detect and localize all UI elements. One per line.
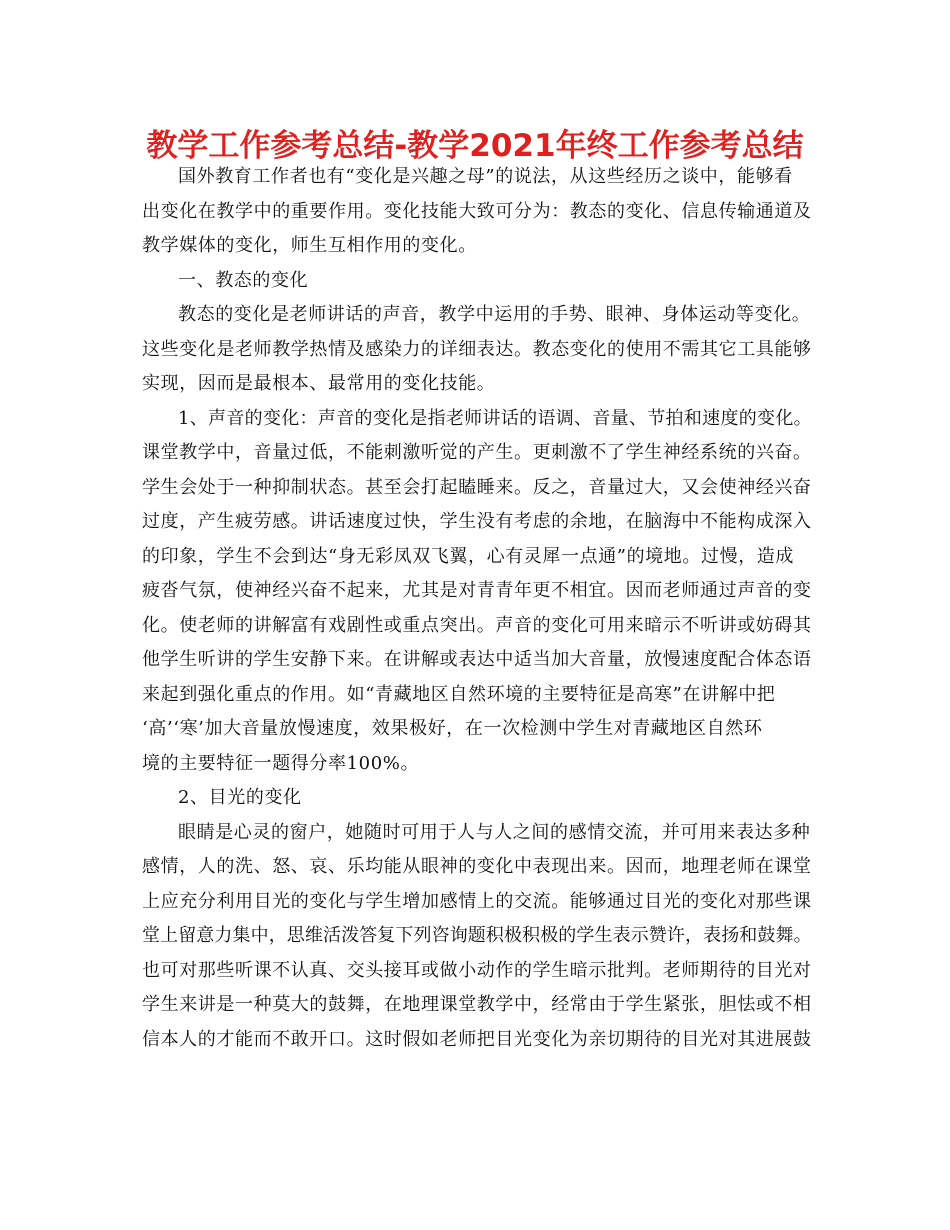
paragraph-line: 也可对那些听课不认真、交头接耳或做小动作的学生暗示批判。老师期待的目光对 [142, 959, 812, 981]
section-heading: 2、目光的变化 [178, 787, 302, 808]
document-title: 教学工作参考总结-教学2021年终工作参考总结 [146, 128, 804, 164]
paragraph-line: 国外教育工作者也有“变化是兴趣之母”的说法，从这些经历之谈中，能够看 [178, 166, 793, 187]
paragraph-line: 学生会处于一种抑制状态。甚至会打起瞌睡来。反之，音量过大，又会使神经兴奋 [142, 476, 812, 498]
paragraph-line: 境的主要特征一题得分率100%。 [142, 752, 420, 774]
paragraph-line: 教态的变化是老师讲话的声音，教学中运用的手势、眼神、身体运动等变化。 [178, 304, 811, 325]
paragraph-line: 1、声音的变化：声音的变化是指老师讲话的语调、音量、节拍和速度的变化。 [178, 407, 812, 429]
paragraph-line: 教学媒体的变化，师生互相作用的变化。 [142, 235, 477, 256]
paragraph-line: 课堂教学中，音量过低，不能刺激听觉的产生。更刺激不了学生神经系统的兴奋。 [142, 442, 812, 463]
paragraph-line: 感情，人的洗、怒、哀、乐均能从眼神的变化中表现出来。因而，地理老师在课堂 [142, 856, 812, 877]
paragraph-line: ‘高’‘寒’加大音量放慢速度，效果极好，在一次检测中学生对青藏地区自然环 [142, 718, 763, 739]
paragraph-line: 化。使老师的讲解富有戏剧性或重点突出。声音的变化可用来暗示不听讲或妨碍其 [142, 614, 812, 636]
paragraph-line: 过度，产生疲劳感。讲话速度过快，学生没有考虑的余地，在脑海中不能构成深入 [142, 511, 812, 532]
section-heading: 一、教态的变化 [178, 269, 309, 291]
paragraph-line: 上应充分利用目光的变化与学生增加感情上的交流。能够通过目光的变化对那些课 [142, 890, 812, 912]
paragraph-line: 实现，因而是最根本、最常用的变化技能。 [142, 373, 496, 394]
paragraph-line: 他学生听讲的学生安静下来。在讲解或表达中适当加大音量，放慢速度配合体态语 [142, 649, 812, 670]
paragraph-line: 这些变化是老师教学热情及感染力的详细表达。教态变化的使用不需其它工具能够 [142, 338, 812, 360]
paragraph-line: 眼睛是心灵的窗户，她随时可用于人与人之间的感情交流，并可用来表达多种 [178, 821, 811, 843]
paragraph-line: 信本人的才能而不敢开口。这时假如老师把目光变化为亲切期待的目光对其进展鼓 [142, 1028, 812, 1050]
paragraph-line: 疲沓气氛，使神经兴奋不起来，尤其是对青青年更不相宜。因而老师通过声音的变 [142, 580, 812, 601]
paragraph-line: 的印象，学生不会到达“身无彩凤双飞翼，心有灵犀一点通”的境地。过慢，造成 [142, 545, 795, 567]
paragraph-line: 学生来讲是一种莫大的鼓舞，在地理课堂教学中，经常由于学生紧张，胆怯或不相 [142, 994, 812, 1015]
document-body [142, 160, 814, 1057]
paragraph-line: 出变化在教学中的重要作用。变化技能大致可分为：教态的变化、信息传输通道及 [142, 200, 812, 222]
paragraph-line: 堂上留意力集中，思维活泼答复下列咨询题积极积极的学生表示赞许，表扬和鼓舞。 [142, 925, 812, 946]
paragraph-line: 来起到强化重点的作用。如“青藏地区自然环境的主要特征是高寒”在讲解中把 [142, 683, 776, 705]
